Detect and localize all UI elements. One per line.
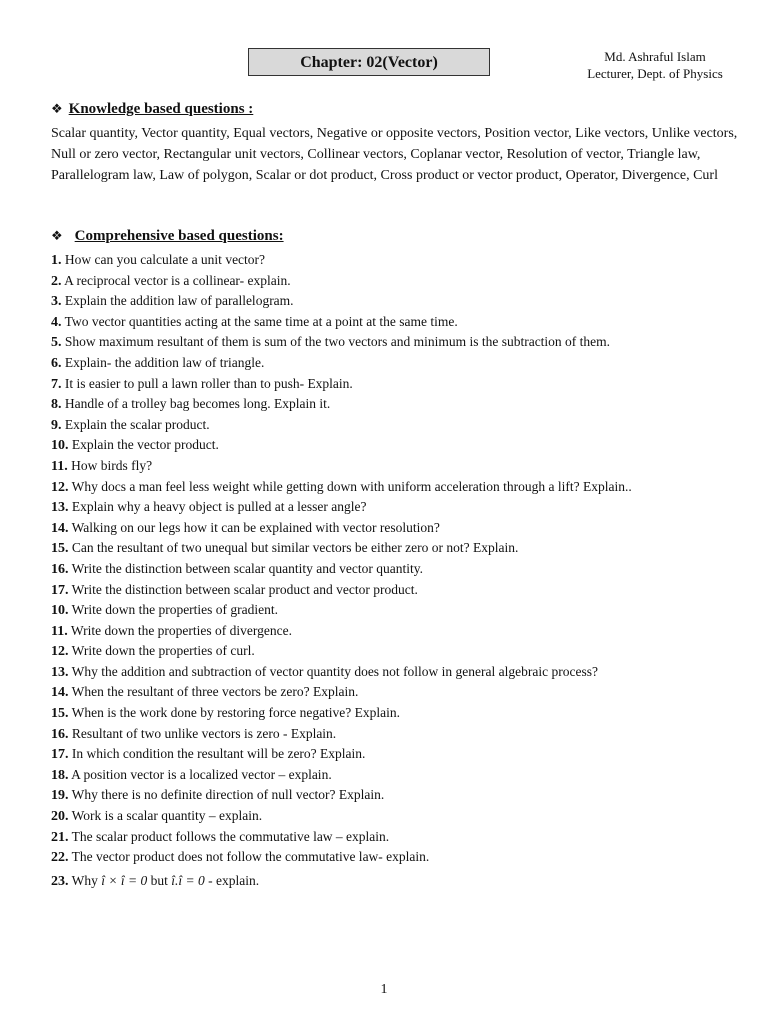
question-item: [51, 291, 751, 312]
question-text: Write down the properties of curl.: [71, 643, 255, 659]
question-number: 1.: [51, 253, 62, 268]
question-item: [51, 435, 751, 456]
question-number: 14.: [51, 520, 69, 536]
comprehensive-heading: [51, 228, 284, 245]
question-text: How can you calculate a unit vector?: [64, 252, 266, 267]
question-item: [51, 353, 751, 374]
question-text: It is easier to pull a lawn roller than to push- Explain.: [64, 375, 353, 391]
question-text: When is the work done by restoring force negative? Explain.: [71, 705, 401, 721]
question-number: 21.: [51, 829, 69, 845]
question-text: Work is a scalar quantity – explain.: [71, 808, 263, 824]
question-number: 13.: [51, 664, 69, 680]
question-number: 12.: [51, 479, 69, 495]
comprehensive-heading-text: Comprehensive based questions:: [74, 228, 284, 244]
question-number: 3.: [51, 294, 62, 310]
question-item: [51, 374, 751, 395]
question-item: [51, 394, 751, 415]
question-text: Explain why a heavy object is pulled at a lesser angle?: [71, 499, 367, 515]
question-text: A reciprocal vector is a collinear- explain.: [64, 272, 291, 288]
math-expression: î.î = 0: [171, 872, 205, 888]
question-text: Explain the vector product.: [71, 437, 219, 453]
question-number: 17.: [51, 747, 69, 763]
question-item: [51, 765, 751, 786]
question-text: Handle of a trolley bag becomes long. Explain it.: [64, 396, 331, 412]
question-text: Write down the properties of gradient.: [71, 602, 279, 618]
question-number: 16.: [51, 561, 69, 577]
question-item: [51, 600, 751, 621]
question-number: 19.: [51, 788, 69, 804]
question-number: 11.: [51, 458, 68, 474]
question-text: Explain the scalar product.: [64, 416, 210, 432]
question-text: In which condition the resultant will be zero? Explain.: [71, 746, 366, 762]
question-text: Two vector quantities acting at the same time at a point at the same time.: [64, 313, 458, 329]
question-item: [51, 538, 751, 559]
question-number: 7.: [51, 376, 62, 392]
question-item: [51, 621, 751, 642]
question-number: 22.: [51, 850, 69, 866]
diamond-bullet-icon: ❖: [51, 102, 63, 117]
knowledge-topics: Scalar quantity, Vector quantity, Equal vectors, Negative or opposite vectors, Position vector, Like vectors, Unlike vectors, Null or zero vector, Rectangular unit vectors, Collinear vectors, Coplanar vector, Resolution of vector, Triangle law, Parallelogram law, Law of polygon, Scalar or dot product, Cross product or vector product, Operator, Divergence, Curl: [51, 126, 738, 183]
question-item: [51, 724, 751, 745]
question-number: 13.: [51, 500, 69, 516]
question-number: 5.: [51, 335, 62, 351]
question-item: [51, 827, 751, 848]
author-block: [565, 48, 745, 82]
question-text: - explain.: [208, 872, 260, 888]
question-number: 10.: [51, 438, 69, 454]
question-number: 15.: [51, 706, 69, 722]
question-text: Why there is no definite direction of null vector? Explain.: [71, 787, 385, 803]
question-text: Explain- the addition law of triangle.: [64, 354, 265, 370]
page-number: 1: [380, 982, 388, 997]
question-item: [51, 580, 751, 601]
question-number: 9.: [51, 417, 62, 433]
question-text: Resultant of two unlike vectors is zero - Explain.: [71, 725, 337, 741]
question-item: [51, 456, 751, 477]
question-item: [51, 744, 751, 765]
math-expression: î × î = 0: [101, 872, 148, 888]
author-role: Lecturer, Dept. of Physics: [587, 66, 723, 81]
question-number: 2.: [51, 273, 62, 289]
question-text: Show maximum resultant of them is sum of the two vectors and minimum is the subtraction of them.: [64, 334, 611, 350]
question-item: [51, 703, 751, 724]
knowledge-heading-text: Knowledge based questions :: [68, 101, 254, 117]
question-number: 23.: [51, 873, 69, 889]
question-number: 18.: [51, 767, 69, 783]
question-text: Explain the addition law of parallelogram.: [64, 293, 294, 309]
question-number: 10.: [51, 603, 69, 619]
question-text: Why the addition and subtraction of vector quantity does not follow in general algebraic process?: [71, 663, 598, 679]
question-text: Write down the properties of divergence.: [70, 622, 293, 638]
question-item: [51, 641, 751, 662]
question-item: [51, 518, 751, 539]
question-item: [51, 682, 751, 703]
question-text: The scalar product follows the commutative law – explain.: [71, 828, 390, 844]
author-name: Md. Ashraful Islam: [604, 49, 706, 64]
question-item: [51, 559, 751, 580]
question-number: 8.: [51, 397, 62, 413]
question-item: [51, 662, 751, 683]
question-text: How birds fly?: [71, 457, 153, 473]
question-number: 6.: [51, 355, 62, 371]
question-list: [51, 250, 751, 891]
question-item: [51, 847, 751, 868]
question-number: 11.: [51, 623, 68, 639]
question-text: The vector product does not follow the commutative law- explain.: [71, 849, 430, 865]
question-item: [51, 806, 751, 827]
question-item: [51, 312, 751, 333]
question-item: [51, 497, 751, 518]
question-item: [51, 871, 751, 892]
question-number: 4.: [51, 314, 62, 330]
question-item: [51, 271, 751, 292]
question-number: 17.: [51, 582, 69, 598]
question-text: Why docs a man feel less weight while getting down with uniform acceleration through a lift? Explain..: [71, 478, 632, 494]
diamond-bullet-icon: ❖: [51, 229, 63, 244]
question-text: Write the distinction between scalar quantity and vector quantity.: [71, 560, 423, 576]
question-text: Can the resultant of two unequal but similar vectors be either zero or not? Explain.: [71, 540, 519, 556]
question-text: When the resultant of three vectors be zero? Explain.: [71, 684, 359, 700]
knowledge-heading: [51, 101, 253, 118]
question-text: A position vector is a localized vector – explain.: [71, 766, 332, 782]
chapter-title: Chapter: 02(Vector): [248, 48, 490, 76]
question-item: [51, 250, 751, 271]
question-number: 14.: [51, 685, 69, 701]
question-text: Write the distinction between scalar product and vector product.: [71, 581, 418, 597]
question-number: 12.: [51, 644, 69, 660]
question-number: 15.: [51, 541, 69, 557]
question-text: Walking on our legs how it can be explained with vector resolution?: [71, 519, 440, 535]
question-number: 16.: [51, 726, 69, 742]
question-text: Why: [71, 872, 98, 888]
question-item: [51, 332, 751, 353]
question-text: but: [150, 872, 168, 888]
question-item: [51, 415, 751, 436]
question-number: 20.: [51, 809, 69, 825]
question-item: [51, 785, 751, 806]
question-item: [51, 477, 751, 498]
